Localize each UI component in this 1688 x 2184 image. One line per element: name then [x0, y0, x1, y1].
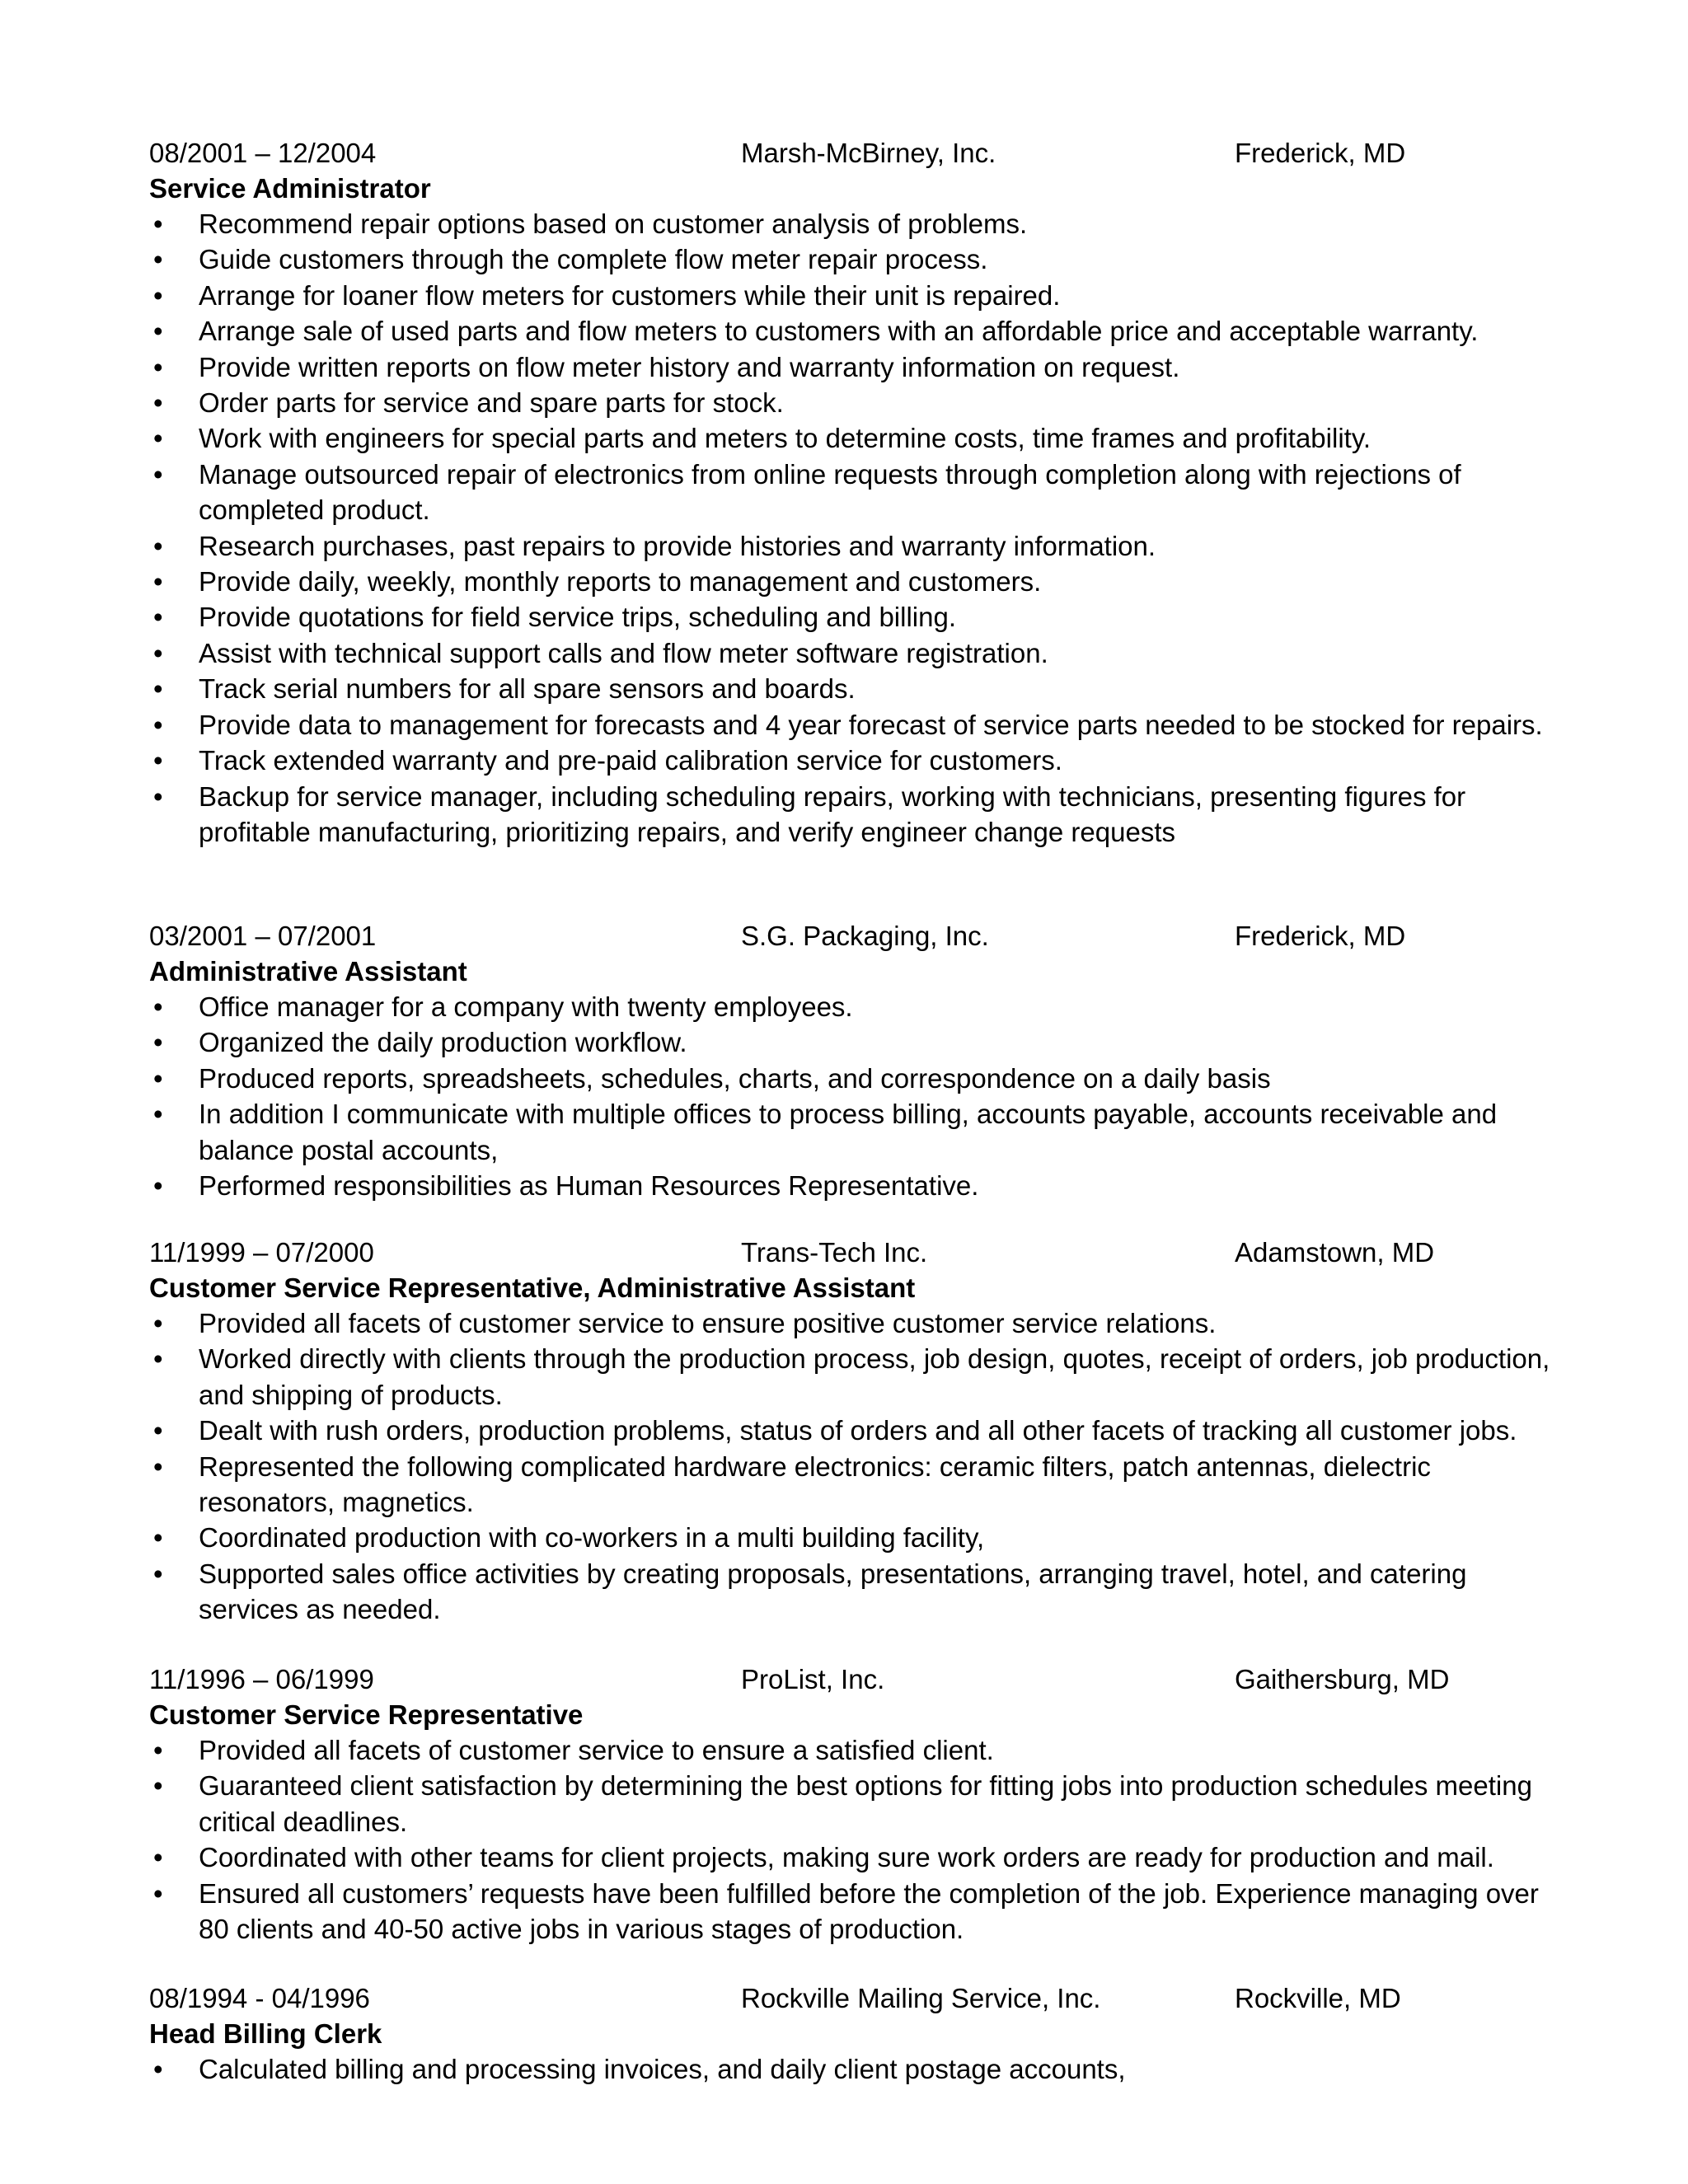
- duty-item: • Work with engineers for special parts and meters to determine costs, time frames and profitability.: [149, 420, 1550, 456]
- job-title: Customer Service Representative, Administrative Assistant: [149, 1272, 916, 1303]
- job-company: Rockville Mailing Service, Inc.: [741, 1983, 1101, 2013]
- job-entry: [149, 918, 1550, 1203]
- job-dates: 11/1999 – 07/2000: [149, 1237, 374, 1268]
- duty-item: • Backup for service manager, including scheduling repairs, working with technicians, presenting figures for profitable manufacturing, prioritizing repairs, and verify engineer change requests: [149, 779, 1550, 851]
- job-entry: [149, 1235, 1550, 1628]
- job-entry: [149, 1980, 1550, 2087]
- duty-item: • Dealt with rush orders, production problems, status of orders and all other facets of tracking all customer jobs.: [149, 1413, 1550, 1448]
- job-header: [149, 918, 1550, 954]
- job-title: Customer Service Representative: [149, 1699, 584, 1730]
- duty-item: • Arrange for loaner flow meters for customers while their unit is repaired.: [149, 278, 1550, 313]
- job-location: Frederick, MD: [1235, 138, 1406, 168]
- duty-item: • Coordinated production with co-workers in a multi building facility,: [149, 1520, 1550, 1555]
- duty-item: • Guaranteed client satisfaction by determining the best options for fitting jobs into production schedules meeting critical deadlines.: [149, 1768, 1550, 1840]
- duty-item: • Performed responsibilities as Human Resources Representative.: [149, 1168, 1550, 1203]
- job-entry: [149, 1661, 1550, 1947]
- duty-item: • Provide quotations for field service trips, scheduling and billing.: [149, 599, 1550, 635]
- job-title: Head Billing Clerk: [149, 2018, 382, 2049]
- job-dates: 11/1996 – 06/1999: [149, 1664, 374, 1694]
- duty-item: • In addition I communicate with multiple offices to process billing, accounts payable, accounts receivable and balance postal accounts,: [149, 1096, 1550, 1168]
- duty-item: • Track serial numbers for all spare sensors and boards.: [149, 671, 1550, 706]
- job-duties-list: [149, 1732, 1550, 1947]
- duty-item: • Office manager for a company with twenty employees.: [149, 989, 1550, 1024]
- job-duties-list: [149, 1305, 1550, 1628]
- duty-item: • Guide customers through the complete flow meter repair process.: [149, 241, 1550, 277]
- job-header: [149, 135, 1550, 171]
- job-duties-list: [149, 206, 1550, 850]
- job-dates: 08/1994 - 04/1996: [149, 1983, 370, 2013]
- duty-item: • Provide daily, weekly, monthly reports to management and customers.: [149, 564, 1550, 599]
- duty-item: • Assist with technical support calls and flow meter software registration.: [149, 635, 1550, 671]
- duty-item: • Research purchases, past repairs to provide histories and warranty information.: [149, 528, 1550, 564]
- duty-item: • Provided all facets of customer service to ensure a satisfied client.: [149, 1732, 1550, 1768]
- duty-item: • Worked directly with clients through the production process, job design, quotes, receipt of orders, job production, and shipping of products.: [149, 1341, 1550, 1413]
- job-location: Adamstown, MD: [1235, 1237, 1435, 1268]
- duty-item: • Provide data to management for forecasts and 4 year forecast of service parts needed to be stocked for repairs.: [149, 707, 1550, 743]
- job-location: Frederick, MD: [1235, 921, 1406, 951]
- job-header: [149, 1235, 1550, 1270]
- duty-item: • Provided all facets of customer service to ensure positive customer service relations.: [149, 1305, 1550, 1341]
- duty-item: • Order parts for service and spare parts for stock.: [149, 385, 1550, 420]
- job-entry: [149, 135, 1550, 850]
- duty-item: • Organized the daily production workflow.: [149, 1024, 1550, 1060]
- job-location: Rockville, MD: [1235, 1983, 1401, 2013]
- job-title: Administrative Assistant: [149, 956, 467, 987]
- duty-item: • Ensured all customers’ requests have been fulfilled before the completion of the job. Experience managing over 80 clients and 40-50 active jobs in various stages of production.: [149, 1876, 1550, 1947]
- duty-item: • Represented the following complicated hardware electronics: ceramic filters, patch antennas, dielectric resonators, magnetics.: [149, 1449, 1550, 1521]
- job-company: Trans-Tech Inc.: [741, 1237, 928, 1268]
- job-dates: 03/2001 – 07/2001: [149, 921, 377, 951]
- duty-item: • Provide written reports on flow meter history and warranty information on request.: [149, 349, 1550, 385]
- job-title: Service Administrator: [149, 173, 431, 204]
- duty-item: • Track extended warranty and pre-paid calibration service for customers.: [149, 743, 1550, 778]
- job-company: ProList, Inc.: [741, 1664, 885, 1694]
- duty-item: • Produced reports, spreadsheets, schedules, charts, and correspondence on a daily basis: [149, 1061, 1550, 1096]
- job-duties-list: [149, 989, 1550, 1203]
- duty-item: • Supported sales office activities by creating proposals, presentations, arranging travel, hotel, and catering services as needed.: [149, 1556, 1550, 1628]
- job-company: S.G. Packaging, Inc.: [741, 921, 989, 951]
- duty-item: • Calculated billing and processing invoices, and daily client postage accounts,: [149, 2051, 1550, 2087]
- duty-item: • Manage outsourced repair of electronics from online requests through completion along with rejections of completed product.: [149, 457, 1550, 528]
- job-company: Marsh-McBirney, Inc.: [741, 138, 996, 168]
- job-header: [149, 1980, 1550, 2016]
- duty-item: • Arrange sale of used parts and flow meters to customers with an affordable price and acceptable warranty.: [149, 313, 1550, 349]
- job-location: Gaithersburg, MD: [1235, 1664, 1450, 1694]
- job-dates: 08/2001 – 12/2004: [149, 138, 377, 168]
- job-duties-list: [149, 2051, 1550, 2087]
- duty-item: • Recommend repair options based on customer analysis of problems.: [149, 206, 1550, 241]
- job-header: [149, 1661, 1550, 1697]
- duty-item: • Coordinated with other teams for client projects, making sure work orders are ready for production and mail.: [149, 1840, 1550, 1875]
